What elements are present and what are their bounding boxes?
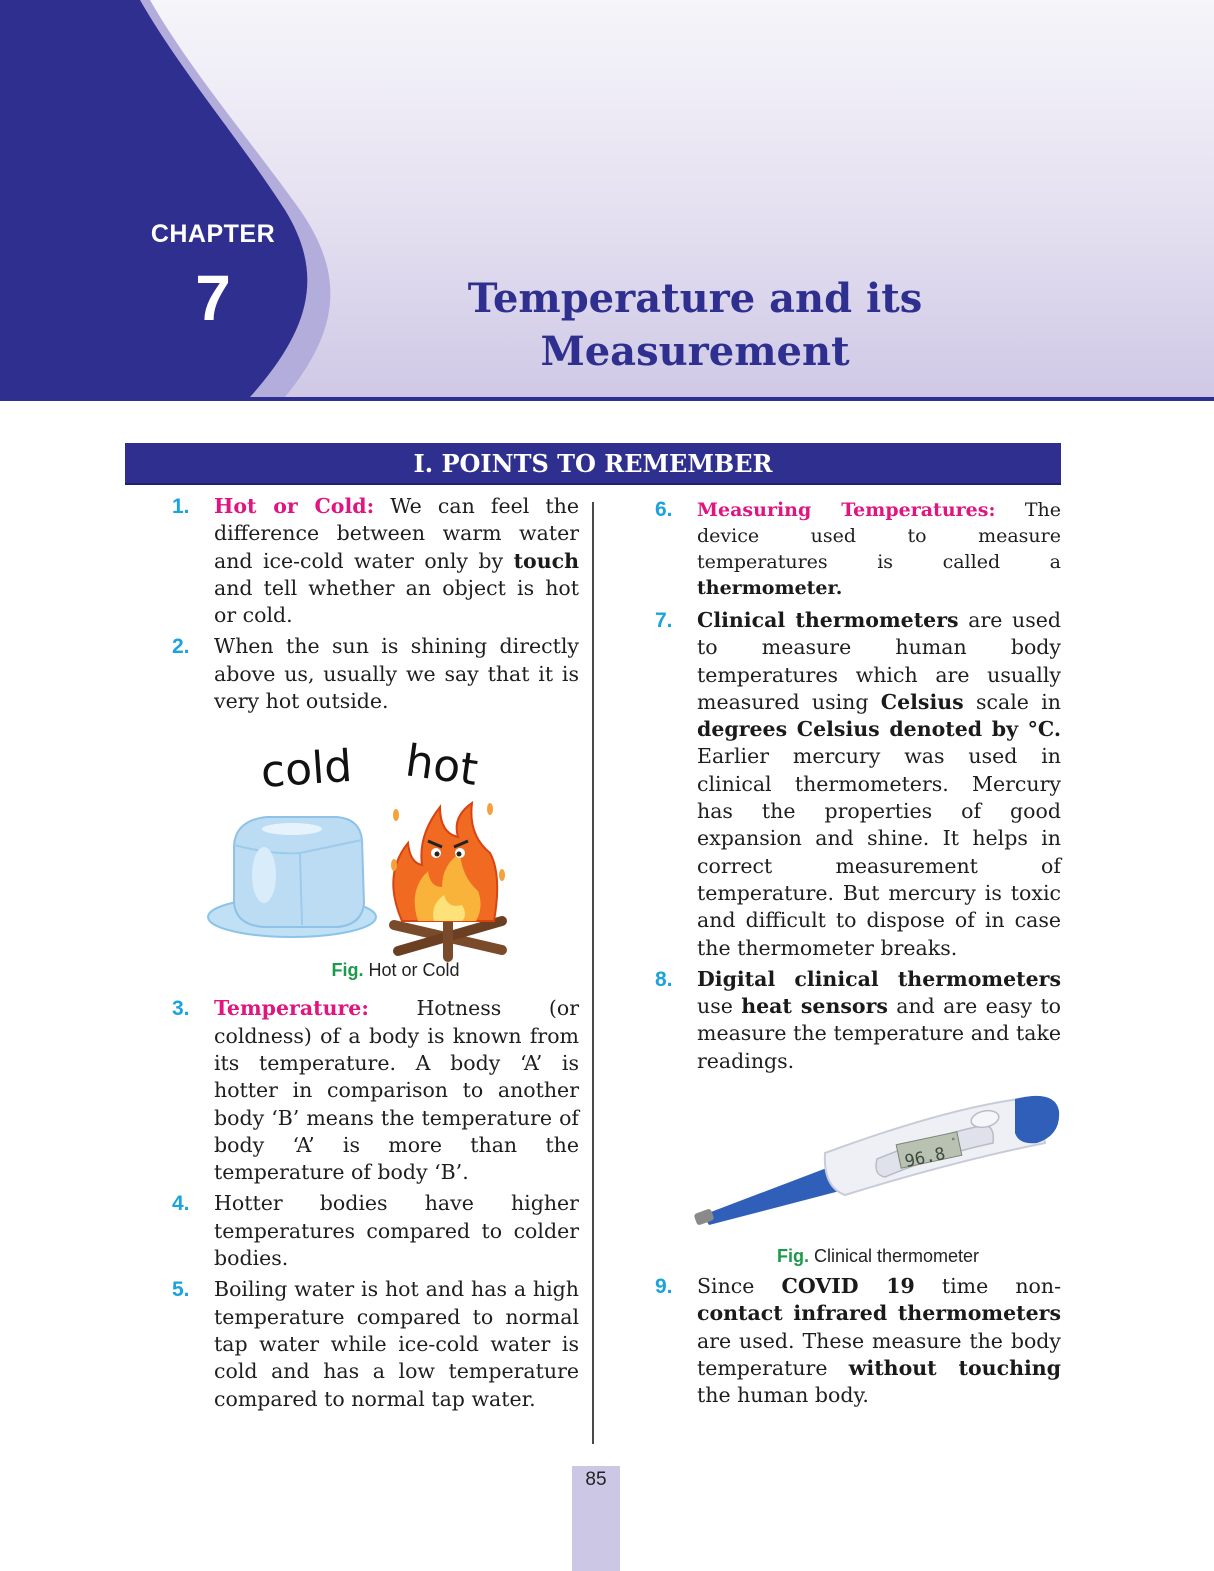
point-text: When the sun is shining directly above us, usually we say that it is very hot outside. xyxy=(214,634,579,714)
point-bold: without touching xyxy=(848,1355,1061,1380)
digital-thermometer-illustration xyxy=(655,1083,1061,1233)
point-text: and are easy to measure the temperature and take readings. xyxy=(697,994,1061,1073)
point-text: Hotness (or coldness) of a body is known from its temperature. A body ‘A’ is hotter in comparison to another body ‘B’ means the temperature of body ‘A’ is more than the temperature of body ‘B’. xyxy=(214,996,579,1185)
left-column xyxy=(172,493,579,1417)
figure-hot-cold xyxy=(172,725,579,995)
figure-caption xyxy=(172,957,579,984)
figure-label: Fig. xyxy=(331,960,364,981)
point-text: Hotter bodies have higher temperatures compared to colder bodies. xyxy=(214,1191,579,1271)
point-text: The device used to measure temperatures is called a xyxy=(697,499,1061,573)
point-7 xyxy=(655,607,1061,962)
point-bold: touch xyxy=(513,548,579,573)
point-text: time non- xyxy=(914,1274,1062,1299)
svg-text:hot: hot xyxy=(402,735,481,797)
point-1 xyxy=(172,493,579,629)
thermometer-display-reading: 96.8 xyxy=(902,1144,948,1173)
point-6 xyxy=(655,497,1061,601)
point-bold: contact infrared thermometers xyxy=(697,1301,1061,1326)
chapter-header xyxy=(0,0,1214,397)
point-number: 3. xyxy=(172,997,190,1021)
point-text: Boiling water is hot and has a high temperature compared to normal tap water while ice-cold water is cold and has a low temperature compared to normal tap water. xyxy=(214,1277,579,1411)
figure-label: Fig. xyxy=(776,1246,809,1267)
svg-text:°: ° xyxy=(950,1136,957,1147)
point-text: the human body. xyxy=(697,1383,869,1408)
point-text: are used to measure human body temperatures which are usually measured using xyxy=(697,608,1061,714)
point-term: Hot or Cold: xyxy=(214,494,375,518)
point-number: 1. xyxy=(172,495,190,518)
point-bold: Celsius xyxy=(880,689,964,714)
chapter-title-line2: Measurement xyxy=(540,328,850,375)
figure-clinical-thermometer xyxy=(655,1083,1061,1273)
point-number: 9. xyxy=(655,1275,673,1299)
chapter-title-line1: Temperature and its xyxy=(467,275,923,322)
point-number: 6. xyxy=(655,498,673,521)
page-number: 85 xyxy=(572,1466,620,1571)
point-9 xyxy=(655,1273,1061,1409)
figure-caption-text: Hot or Cold xyxy=(363,960,460,981)
point-bold: degrees Celsius denoted by °C. xyxy=(697,717,1061,742)
point-5 xyxy=(172,1276,579,1412)
column-divider xyxy=(592,502,594,1444)
figure-caption-text: Clinical thermometer xyxy=(808,1246,980,1267)
point-bold: COVID 19 xyxy=(781,1274,915,1299)
point-text: Since xyxy=(697,1274,782,1299)
point-number: 8. xyxy=(655,967,673,991)
point-bold: heat sensors xyxy=(741,994,888,1019)
point-text: and tell whether an object is hot or cold. xyxy=(214,575,579,628)
right-column xyxy=(655,497,1061,1414)
point-2 xyxy=(172,633,579,715)
header-rule xyxy=(0,397,1214,401)
point-text: We can feel the difference between warm water and ice-cold water only by xyxy=(214,494,580,573)
section-heading: I. POINTS TO REMEMBER xyxy=(125,443,1061,485)
point-text: are used. These measure the body temperature xyxy=(697,1328,1061,1380)
point-term: Measuring Temperatures: xyxy=(697,499,996,521)
point-3 xyxy=(172,995,579,1186)
point-bold: Clinical thermometers xyxy=(697,608,959,632)
figure-caption xyxy=(655,1243,1061,1270)
chapter-title xyxy=(400,272,990,378)
point-text: Earlier mercury was used in clinical thermometers. Mercury has the properties of good expansion and shine. It helps in correct measurement of temperature. But mercury is toxic and difficult to dispose of in case the thermometer breaks. xyxy=(697,744,1061,960)
chapter-label: CHAPTER xyxy=(150,220,276,248)
point-text: scale in xyxy=(963,689,1061,714)
point-number: 2. xyxy=(172,635,190,659)
point-bold: Digital clinical thermometers xyxy=(697,966,1061,991)
point-term: Temperature: xyxy=(214,996,369,1021)
point-text: use xyxy=(697,994,742,1019)
point-number: 7. xyxy=(655,609,673,632)
point-4 xyxy=(172,1190,579,1272)
svg-text:cold: cold xyxy=(259,741,354,799)
point-number: 4. xyxy=(172,1192,190,1216)
chapter-number: 7 xyxy=(195,262,231,334)
point-bold: thermometer. xyxy=(697,577,843,599)
hot-cold-illustration xyxy=(172,725,579,965)
point-8 xyxy=(655,966,1061,1075)
point-number: 5. xyxy=(172,1278,190,1302)
